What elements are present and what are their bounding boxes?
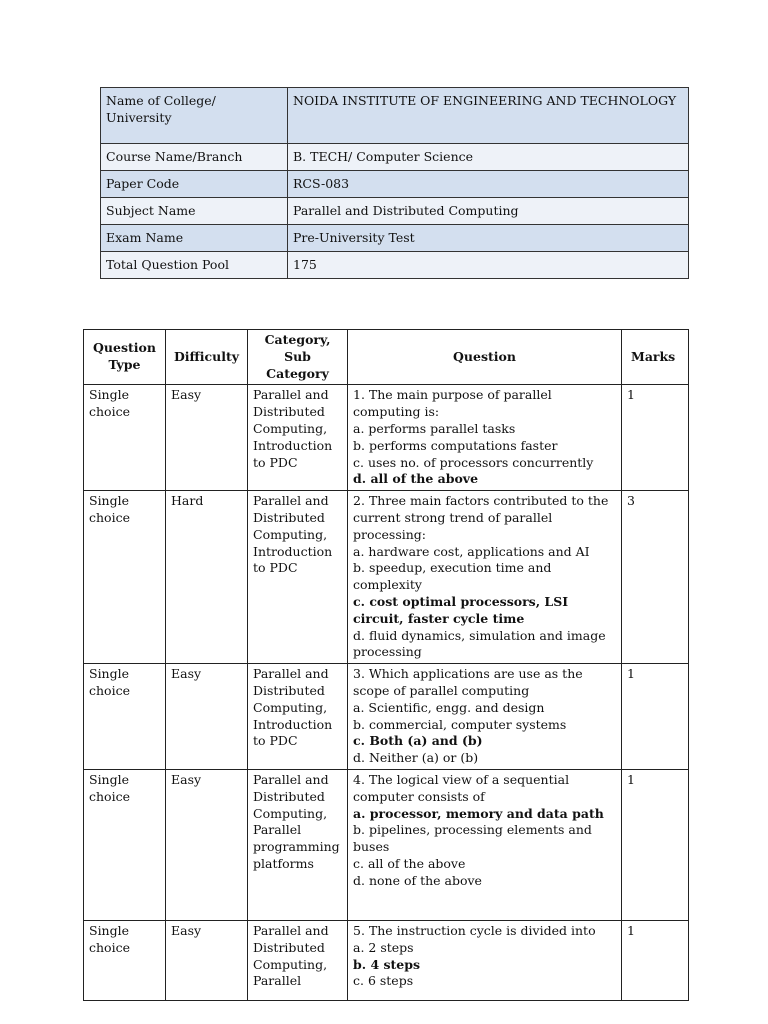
header-row — [84, 330, 689, 385]
answer-option: d. none of the above — [353, 872, 482, 888]
question-stem: 3. Which applications are use as the scope of parallel computing — [353, 666, 583, 698]
marks-cell: 1 — [622, 664, 689, 770]
info-label: Paper Code — [101, 171, 288, 198]
questions-table — [83, 329, 689, 1001]
category-cell: Parallel and Distributed Computing, Introduction to PDC — [248, 491, 348, 664]
question-type-cell: Single choice — [84, 491, 166, 664]
marks-cell: 1 — [622, 920, 689, 1000]
table-row — [84, 920, 689, 1000]
difficulty-cell: Easy — [166, 769, 248, 920]
question-stem: 5. The instruction cycle is divided into — [353, 922, 596, 938]
difficulty-cell: Hard — [166, 491, 248, 664]
answer-option: c. uses no. of processors concurrently — [353, 454, 594, 470]
info-value: RCS-083 — [288, 171, 689, 198]
info-value: Pre-University Test — [288, 225, 689, 252]
header-marks: Marks — [622, 330, 689, 385]
correct-answer-option: b. 4 steps — [353, 956, 421, 972]
answer-option: b. speedup, execution time and complexity — [353, 560, 552, 593]
answer-option: a. performs parallel tasks — [353, 420, 516, 436]
question-cell — [348, 920, 622, 1000]
question-stem: 4. The logical view of a sequential computer consists of — [353, 771, 570, 804]
question-stem: 2. Three main factors contributed to the current strong trend of parallel processing: — [353, 493, 609, 542]
header-question: Question — [348, 330, 622, 385]
marks-cell: 3 — [622, 491, 689, 664]
marks-cell: 1 — [622, 769, 689, 920]
header-difficulty: Difficulty — [166, 330, 248, 385]
correct-answer-option: c. Both (a) and (b) — [353, 733, 483, 749]
answer-option: a. 2 steps — [353, 939, 414, 955]
question-type-cell: Single choice — [84, 769, 166, 920]
info-value: NOIDA INSTITUTE OF ENGINEERING AND TECHNOLOGY — [288, 88, 689, 144]
answer-option: d. fluid dynamics, simulation and image processing — [353, 627, 606, 660]
difficulty-cell: Easy — [166, 920, 248, 1000]
answer-option: c. 6 steps — [353, 973, 414, 989]
info-label: Name of College/ University — [101, 88, 288, 144]
category-cell: Parallel and Distributed Computing, Parallel programming platforms — [248, 769, 348, 920]
question-type-cell: Single choice — [84, 920, 166, 1000]
info-label: Subject Name — [101, 198, 288, 225]
answer-option: d. Neither (a) or (b) — [353, 750, 479, 766]
table-row — [84, 664, 689, 770]
info-value: B. TECH/ Computer Science — [288, 144, 689, 171]
correct-answer-option: a. processor, memory and data path — [353, 805, 604, 821]
category-cell: Parallel and Distributed Computing, Introduction to PDC — [248, 664, 348, 770]
question-type-cell: Single choice — [84, 664, 166, 770]
question-cell — [348, 385, 622, 491]
answer-option: b. performs computations faster — [353, 437, 558, 453]
info-value: 175 — [288, 252, 689, 279]
question-stem: 1. The main purpose of parallel computing is: — [353, 387, 552, 420]
info-value: Parallel and Distributed Computing — [288, 198, 689, 225]
marks-cell: 1 — [622, 385, 689, 491]
answer-option: c. all of the above — [353, 855, 466, 871]
questions-body — [84, 385, 689, 1001]
table-row — [84, 491, 689, 664]
correct-answer-option: c. cost optimal processors, LSI circuit, faster cycle time — [353, 593, 569, 626]
correct-answer-option: d. all of the above — [353, 471, 479, 487]
question-cell — [348, 491, 622, 664]
info-label: Total Question Pool — [101, 252, 288, 279]
answer-option: b. commercial, computer systems — [353, 716, 567, 732]
info-label: Exam Name — [101, 225, 288, 252]
question-cell — [348, 769, 622, 920]
info-label: Course Name/Branch — [101, 144, 288, 171]
table-row — [84, 769, 689, 920]
header-category: Category, Sub Category — [248, 330, 348, 385]
category-cell: Parallel and Distributed Computing, Parallel — [248, 920, 348, 1000]
answer-option: a. Scientific, engg. and design — [353, 699, 545, 715]
table-row — [84, 385, 689, 491]
header-question-type: Question Type — [84, 330, 166, 385]
difficulty-cell: Easy — [166, 664, 248, 770]
answer-option: b. pipelines, processing elements and buses — [353, 822, 592, 855]
category-cell: Parallel and Distributed Computing, Introduction to PDC — [248, 385, 348, 491]
question-type-cell: Single choice — [84, 385, 166, 491]
question-cell — [348, 664, 622, 770]
difficulty-cell: Easy — [166, 385, 248, 491]
answer-option: a. hardware cost, applications and AI — [353, 543, 590, 559]
